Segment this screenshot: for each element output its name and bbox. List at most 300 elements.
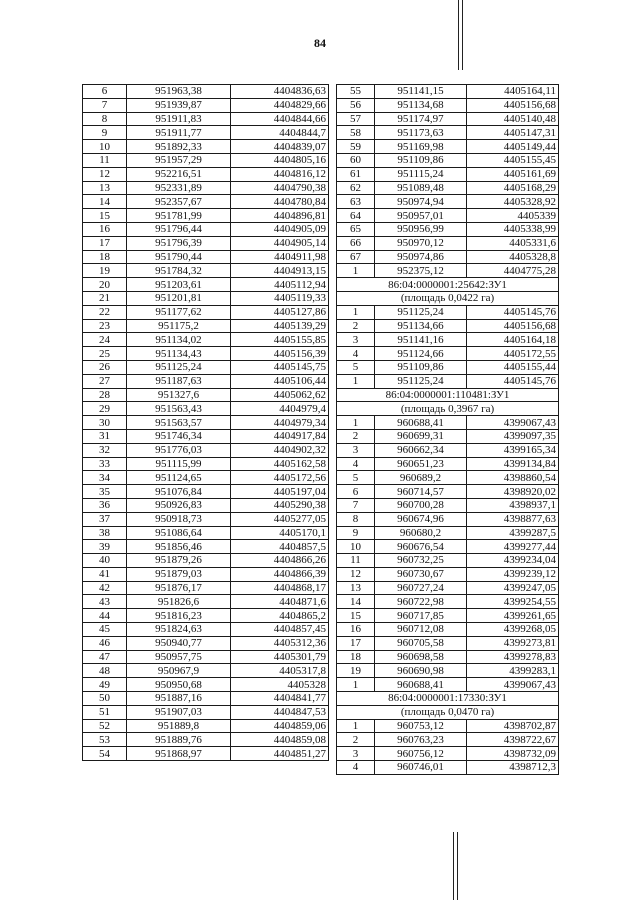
table-row — [83, 471, 329, 485]
x-coordinate: 960699,31 — [375, 429, 467, 443]
y-coordinate: 4404859,06 — [231, 719, 329, 733]
y-coordinate: 4405312,36 — [231, 636, 329, 650]
table-row — [337, 140, 559, 154]
table-row — [337, 636, 559, 650]
x-coordinate: 951173,63 — [375, 126, 467, 140]
y-coordinate: 4404913,15 — [231, 264, 329, 278]
table-row — [83, 360, 329, 374]
parcel-header: 86:04:0000001:17330:ЗУ1 — [337, 692, 559, 706]
point-number: 1 — [337, 416, 375, 430]
table-row — [83, 595, 329, 609]
x-coordinate: 951115,99 — [127, 457, 231, 471]
parcel-header-row — [337, 705, 559, 719]
point-number: 34 — [83, 471, 127, 485]
x-coordinate: 951327,6 — [127, 388, 231, 402]
point-number: 1 — [337, 374, 375, 388]
binding-line-bottom — [453, 832, 454, 900]
parcel-header: (площадь 0,3967 га) — [337, 402, 559, 416]
point-number: 24 — [83, 333, 127, 347]
y-coordinate: 4405161,69 — [467, 167, 559, 181]
y-coordinate: 4399278,83 — [467, 650, 559, 664]
x-coordinate: 960712,08 — [375, 623, 467, 637]
point-number: 57 — [337, 112, 375, 126]
y-coordinate: 4398920,02 — [467, 485, 559, 499]
y-coordinate: 4405338,99 — [467, 222, 559, 236]
x-coordinate: 951076,84 — [127, 485, 231, 499]
point-number: 65 — [337, 222, 375, 236]
x-coordinate: 951907,03 — [127, 705, 231, 719]
point-number: 18 — [337, 650, 375, 664]
y-coordinate: 4405147,31 — [467, 126, 559, 140]
table-row — [337, 512, 559, 526]
y-coordinate: 4405164,11 — [467, 85, 559, 99]
table-row — [337, 112, 559, 126]
parcel-header: (площадь 0,0470 га) — [337, 705, 559, 719]
y-coordinate: 4398722,67 — [467, 733, 559, 747]
x-coordinate: 951892,33 — [127, 140, 231, 154]
y-coordinate: 4404780,84 — [231, 195, 329, 209]
y-coordinate: 4405119,33 — [231, 291, 329, 305]
point-number: 45 — [83, 623, 127, 637]
x-coordinate: 951939,87 — [127, 98, 231, 112]
table-row — [337, 719, 559, 733]
point-number: 54 — [83, 747, 127, 761]
point-number: 36 — [83, 498, 127, 512]
table-row — [83, 719, 329, 733]
x-coordinate: 951086,64 — [127, 526, 231, 540]
y-coordinate: 4405149,44 — [467, 140, 559, 154]
point-number: 13 — [337, 581, 375, 595]
x-coordinate: 960763,23 — [375, 733, 467, 747]
table-row — [83, 126, 329, 140]
point-number: 8 — [83, 112, 127, 126]
table-row — [83, 581, 329, 595]
x-coordinate: 951134,68 — [375, 98, 467, 112]
parcel-header: 86:04:0000001:110481:ЗУ1 — [337, 388, 559, 402]
point-number: 16 — [337, 623, 375, 637]
y-coordinate: 4404805,16 — [231, 153, 329, 167]
table-row — [83, 526, 329, 540]
point-number: 9 — [83, 126, 127, 140]
x-coordinate: 960680,2 — [375, 526, 467, 540]
y-coordinate: 4398860,54 — [467, 471, 559, 485]
table-row — [337, 457, 559, 471]
point-number: 61 — [337, 167, 375, 181]
table-row — [337, 540, 559, 554]
x-coordinate: 951141,16 — [375, 333, 467, 347]
y-coordinate: 4405301,79 — [231, 650, 329, 664]
x-coordinate: 951868,97 — [127, 747, 231, 761]
y-coordinate: 4404866,39 — [231, 567, 329, 581]
table-row — [83, 291, 329, 305]
point-number: 1 — [337, 678, 375, 692]
point-number: 3 — [337, 747, 375, 761]
point-number: 18 — [83, 250, 127, 264]
x-coordinate: 951125,24 — [375, 374, 467, 388]
y-coordinate: 4405339 — [467, 209, 559, 223]
y-coordinate: 4405197,04 — [231, 485, 329, 499]
table-row — [337, 153, 559, 167]
table-row — [337, 526, 559, 540]
y-coordinate: 4405328,92 — [467, 195, 559, 209]
table-row — [83, 333, 329, 347]
y-coordinate: 4404839,07 — [231, 140, 329, 154]
x-coordinate: 951187,63 — [127, 374, 231, 388]
y-coordinate: 4405168,29 — [467, 181, 559, 195]
x-coordinate: 960700,28 — [375, 498, 467, 512]
y-coordinate: 4404866,26 — [231, 554, 329, 568]
y-coordinate: 4399247,05 — [467, 581, 559, 595]
y-coordinate: 4405328,8 — [467, 250, 559, 264]
table-row — [83, 567, 329, 581]
table-row — [83, 167, 329, 181]
y-coordinate: 4405155,45 — [467, 153, 559, 167]
x-coordinate: 960746,01 — [375, 761, 467, 775]
parcel-header-row — [337, 388, 559, 402]
table-row — [337, 498, 559, 512]
x-coordinate: 951887,16 — [127, 692, 231, 706]
point-number: 10 — [83, 140, 127, 154]
y-coordinate: 4404844,7 — [231, 126, 329, 140]
y-coordinate: 4404905,14 — [231, 236, 329, 250]
x-coordinate: 951876,17 — [127, 581, 231, 595]
y-coordinate: 4399287,5 — [467, 526, 559, 540]
y-coordinate: 4405106,44 — [231, 374, 329, 388]
table-row — [337, 222, 559, 236]
point-number: 4 — [337, 761, 375, 775]
y-coordinate: 4405139,29 — [231, 319, 329, 333]
point-number: 7 — [337, 498, 375, 512]
y-coordinate: 4399067,43 — [467, 678, 559, 692]
x-coordinate: 951125,24 — [127, 360, 231, 374]
y-coordinate: 4404851,27 — [231, 747, 329, 761]
x-coordinate: 960676,54 — [375, 540, 467, 554]
table-row — [337, 623, 559, 637]
x-coordinate: 951177,62 — [127, 305, 231, 319]
x-coordinate: 951134,02 — [127, 333, 231, 347]
point-number: 6 — [83, 85, 127, 99]
table-row — [337, 181, 559, 195]
x-coordinate: 950974,86 — [375, 250, 467, 264]
x-coordinate: 960688,41 — [375, 416, 467, 430]
table-row — [337, 126, 559, 140]
y-coordinate: 4399268,05 — [467, 623, 559, 637]
point-number: 14 — [337, 595, 375, 609]
point-number: 53 — [83, 733, 127, 747]
y-coordinate: 4405170,1 — [231, 526, 329, 540]
table-row — [337, 678, 559, 692]
x-coordinate: 960705,58 — [375, 636, 467, 650]
y-coordinate: 4404816,12 — [231, 167, 329, 181]
table-row — [83, 140, 329, 154]
table-row — [337, 485, 559, 499]
point-number: 30 — [83, 416, 127, 430]
y-coordinate: 4404829,66 — [231, 98, 329, 112]
y-coordinate: 4405145,75 — [231, 360, 329, 374]
x-coordinate: 951889,76 — [127, 733, 231, 747]
y-coordinate: 4404868,17 — [231, 581, 329, 595]
table-row — [337, 595, 559, 609]
point-number: 37 — [83, 512, 127, 526]
x-coordinate: 960753,12 — [375, 719, 467, 733]
x-coordinate: 952216,51 — [127, 167, 231, 181]
point-number: 44 — [83, 609, 127, 623]
table-row — [83, 85, 329, 99]
point-number: 26 — [83, 360, 127, 374]
x-coordinate: 951889,8 — [127, 719, 231, 733]
x-coordinate: 950957,75 — [127, 650, 231, 664]
x-coordinate: 951746,34 — [127, 429, 231, 443]
y-coordinate: 4399097,35 — [467, 429, 559, 443]
table-row — [83, 319, 329, 333]
table-row — [337, 85, 559, 99]
y-coordinate: 4399277,44 — [467, 540, 559, 554]
y-coordinate: 4405290,38 — [231, 498, 329, 512]
x-coordinate: 960688,41 — [375, 678, 467, 692]
table-row — [337, 429, 559, 443]
x-coordinate: 951824,63 — [127, 623, 231, 637]
point-number: 58 — [337, 126, 375, 140]
y-coordinate: 4398877,63 — [467, 512, 559, 526]
x-coordinate: 951109,86 — [375, 153, 467, 167]
binding-line-top-2 — [462, 0, 463, 70]
table-row — [83, 388, 329, 402]
table-row — [83, 650, 329, 664]
x-coordinate: 950957,01 — [375, 209, 467, 223]
y-coordinate: 4399273,81 — [467, 636, 559, 650]
table-row — [337, 333, 559, 347]
table-row — [83, 236, 329, 250]
table-row — [83, 181, 329, 195]
table-row — [83, 402, 329, 416]
table-row — [83, 636, 329, 650]
table-row — [83, 305, 329, 319]
x-coordinate: 960730,67 — [375, 567, 467, 581]
x-coordinate: 951141,15 — [375, 85, 467, 99]
x-coordinate: 950950,68 — [127, 678, 231, 692]
x-coordinate: 952375,12 — [375, 264, 467, 278]
point-number: 3 — [337, 443, 375, 457]
table-row — [337, 733, 559, 747]
table-row — [83, 153, 329, 167]
x-coordinate: 951963,38 — [127, 85, 231, 99]
point-number: 48 — [83, 664, 127, 678]
x-coordinate: 951826,6 — [127, 595, 231, 609]
y-coordinate: 4405331,6 — [467, 236, 559, 250]
x-coordinate: 951089,48 — [375, 181, 467, 195]
table-row — [337, 567, 559, 581]
point-number: 15 — [337, 609, 375, 623]
table-row — [83, 443, 329, 457]
y-coordinate: 4399261,65 — [467, 609, 559, 623]
point-number: 64 — [337, 209, 375, 223]
y-coordinate: 4404865,2 — [231, 609, 329, 623]
y-coordinate: 4399234,04 — [467, 554, 559, 568]
table-row — [337, 209, 559, 223]
point-number: 40 — [83, 554, 127, 568]
table-row — [337, 305, 559, 319]
y-coordinate: 4404905,09 — [231, 222, 329, 236]
x-coordinate: 960651,23 — [375, 457, 467, 471]
table-row — [83, 554, 329, 568]
point-number: 5 — [337, 471, 375, 485]
x-coordinate: 960732,25 — [375, 554, 467, 568]
x-coordinate: 950956,99 — [375, 222, 467, 236]
y-coordinate: 4405145,76 — [467, 305, 559, 319]
point-number: 17 — [337, 636, 375, 650]
point-number: 63 — [337, 195, 375, 209]
table-row — [337, 250, 559, 264]
point-number: 12 — [337, 567, 375, 581]
table-row — [337, 581, 559, 595]
point-number: 28 — [83, 388, 127, 402]
y-coordinate: 4404857,5 — [231, 540, 329, 554]
point-number: 2 — [337, 733, 375, 747]
y-coordinate: 4404911,98 — [231, 250, 329, 264]
table-row — [83, 457, 329, 471]
point-number: 46 — [83, 636, 127, 650]
x-coordinate: 951169,98 — [375, 140, 467, 154]
y-coordinate: 4405155,85 — [231, 333, 329, 347]
x-coordinate: 952357,67 — [127, 195, 231, 209]
point-number: 42 — [83, 581, 127, 595]
x-coordinate: 951115,24 — [375, 167, 467, 181]
y-coordinate: 4405145,76 — [467, 374, 559, 388]
x-coordinate: 951781,99 — [127, 209, 231, 223]
point-number: 21 — [83, 291, 127, 305]
table-row — [83, 222, 329, 236]
x-coordinate: 960717,85 — [375, 609, 467, 623]
table-row — [337, 650, 559, 664]
point-number: 29 — [83, 402, 127, 416]
table-row — [83, 664, 329, 678]
point-number: 41 — [83, 567, 127, 581]
y-coordinate: 4398702,87 — [467, 719, 559, 733]
parcel-header-row — [337, 402, 559, 416]
x-coordinate: 951563,43 — [127, 402, 231, 416]
y-coordinate: 4398712,3 — [467, 761, 559, 775]
x-coordinate: 951109,86 — [375, 360, 467, 374]
table-row — [83, 747, 329, 761]
table-row — [83, 278, 329, 292]
x-coordinate: 951174,97 — [375, 112, 467, 126]
x-coordinate: 960756,12 — [375, 747, 467, 761]
y-coordinate: 4404979,4 — [231, 402, 329, 416]
parcel-header-row — [337, 692, 559, 706]
table-row — [337, 374, 559, 388]
point-number: 51 — [83, 705, 127, 719]
x-coordinate: 951856,46 — [127, 540, 231, 554]
point-number: 66 — [337, 236, 375, 250]
y-coordinate: 4405172,55 — [467, 347, 559, 361]
table-row — [337, 761, 559, 775]
table-row — [83, 250, 329, 264]
y-coordinate: 4404859,08 — [231, 733, 329, 747]
y-coordinate: 4405317,8 — [231, 664, 329, 678]
y-coordinate: 4405155,44 — [467, 360, 559, 374]
point-number: 39 — [83, 540, 127, 554]
table-row — [337, 236, 559, 250]
x-coordinate: 951563,57 — [127, 416, 231, 430]
point-number: 49 — [83, 678, 127, 692]
y-coordinate: 4398732,09 — [467, 747, 559, 761]
y-coordinate: 4405127,86 — [231, 305, 329, 319]
x-coordinate: 951790,44 — [127, 250, 231, 264]
x-coordinate: 951125,24 — [375, 305, 467, 319]
x-coordinate: 950974,94 — [375, 195, 467, 209]
point-number: 38 — [83, 526, 127, 540]
y-coordinate: 4405172,56 — [231, 471, 329, 485]
x-coordinate: 951796,39 — [127, 236, 231, 250]
table-row — [83, 429, 329, 443]
point-number: 10 — [337, 540, 375, 554]
table-row — [83, 209, 329, 223]
table-row — [83, 416, 329, 430]
y-coordinate: 4399067,43 — [467, 416, 559, 430]
parcel-header: (площадь 0,0422 га) — [337, 291, 559, 305]
point-number: 52 — [83, 719, 127, 733]
point-number: 5 — [337, 360, 375, 374]
x-coordinate: 960690,98 — [375, 664, 467, 678]
y-coordinate: 4404847,53 — [231, 705, 329, 719]
parcel-header: 86:04:0000001:25642:ЗУ1 — [337, 278, 559, 292]
x-coordinate: 951796,44 — [127, 222, 231, 236]
table-row — [337, 264, 559, 278]
y-coordinate: 4404979,34 — [231, 416, 329, 430]
y-coordinate: 4399254,55 — [467, 595, 559, 609]
table-row — [337, 195, 559, 209]
table-row — [337, 98, 559, 112]
table-row — [83, 485, 329, 499]
point-number: 8 — [337, 512, 375, 526]
table-row — [83, 733, 329, 747]
x-coordinate: 951784,32 — [127, 264, 231, 278]
x-coordinate: 951134,43 — [127, 347, 231, 361]
x-coordinate: 951911,77 — [127, 126, 231, 140]
y-coordinate: 4399239,12 — [467, 567, 559, 581]
table-row — [83, 512, 329, 526]
table-row — [83, 264, 329, 278]
point-number: 4 — [337, 347, 375, 361]
table-row — [337, 664, 559, 678]
x-coordinate: 960689,2 — [375, 471, 467, 485]
point-number: 3 — [337, 333, 375, 347]
y-coordinate: 4405156,68 — [467, 98, 559, 112]
table-row — [337, 347, 559, 361]
point-number: 9 — [337, 526, 375, 540]
point-number: 4 — [337, 457, 375, 471]
point-number: 35 — [83, 485, 127, 499]
point-number: 60 — [337, 153, 375, 167]
x-coordinate: 951134,66 — [375, 319, 467, 333]
table-row — [83, 98, 329, 112]
x-coordinate: 951201,81 — [127, 291, 231, 305]
point-number: 1 — [337, 305, 375, 319]
table-row — [337, 416, 559, 430]
x-coordinate: 960698,58 — [375, 650, 467, 664]
y-coordinate: 4405156,68 — [467, 319, 559, 333]
x-coordinate: 951816,23 — [127, 609, 231, 623]
point-number: 11 — [83, 153, 127, 167]
y-coordinate: 4405112,94 — [231, 278, 329, 292]
x-coordinate: 960727,24 — [375, 581, 467, 595]
point-number: 11 — [337, 554, 375, 568]
page-number: 84 — [314, 36, 326, 50]
table-row — [337, 554, 559, 568]
point-number: 22 — [83, 305, 127, 319]
y-coordinate: 4405328 — [231, 678, 329, 692]
x-coordinate: 960722,98 — [375, 595, 467, 609]
